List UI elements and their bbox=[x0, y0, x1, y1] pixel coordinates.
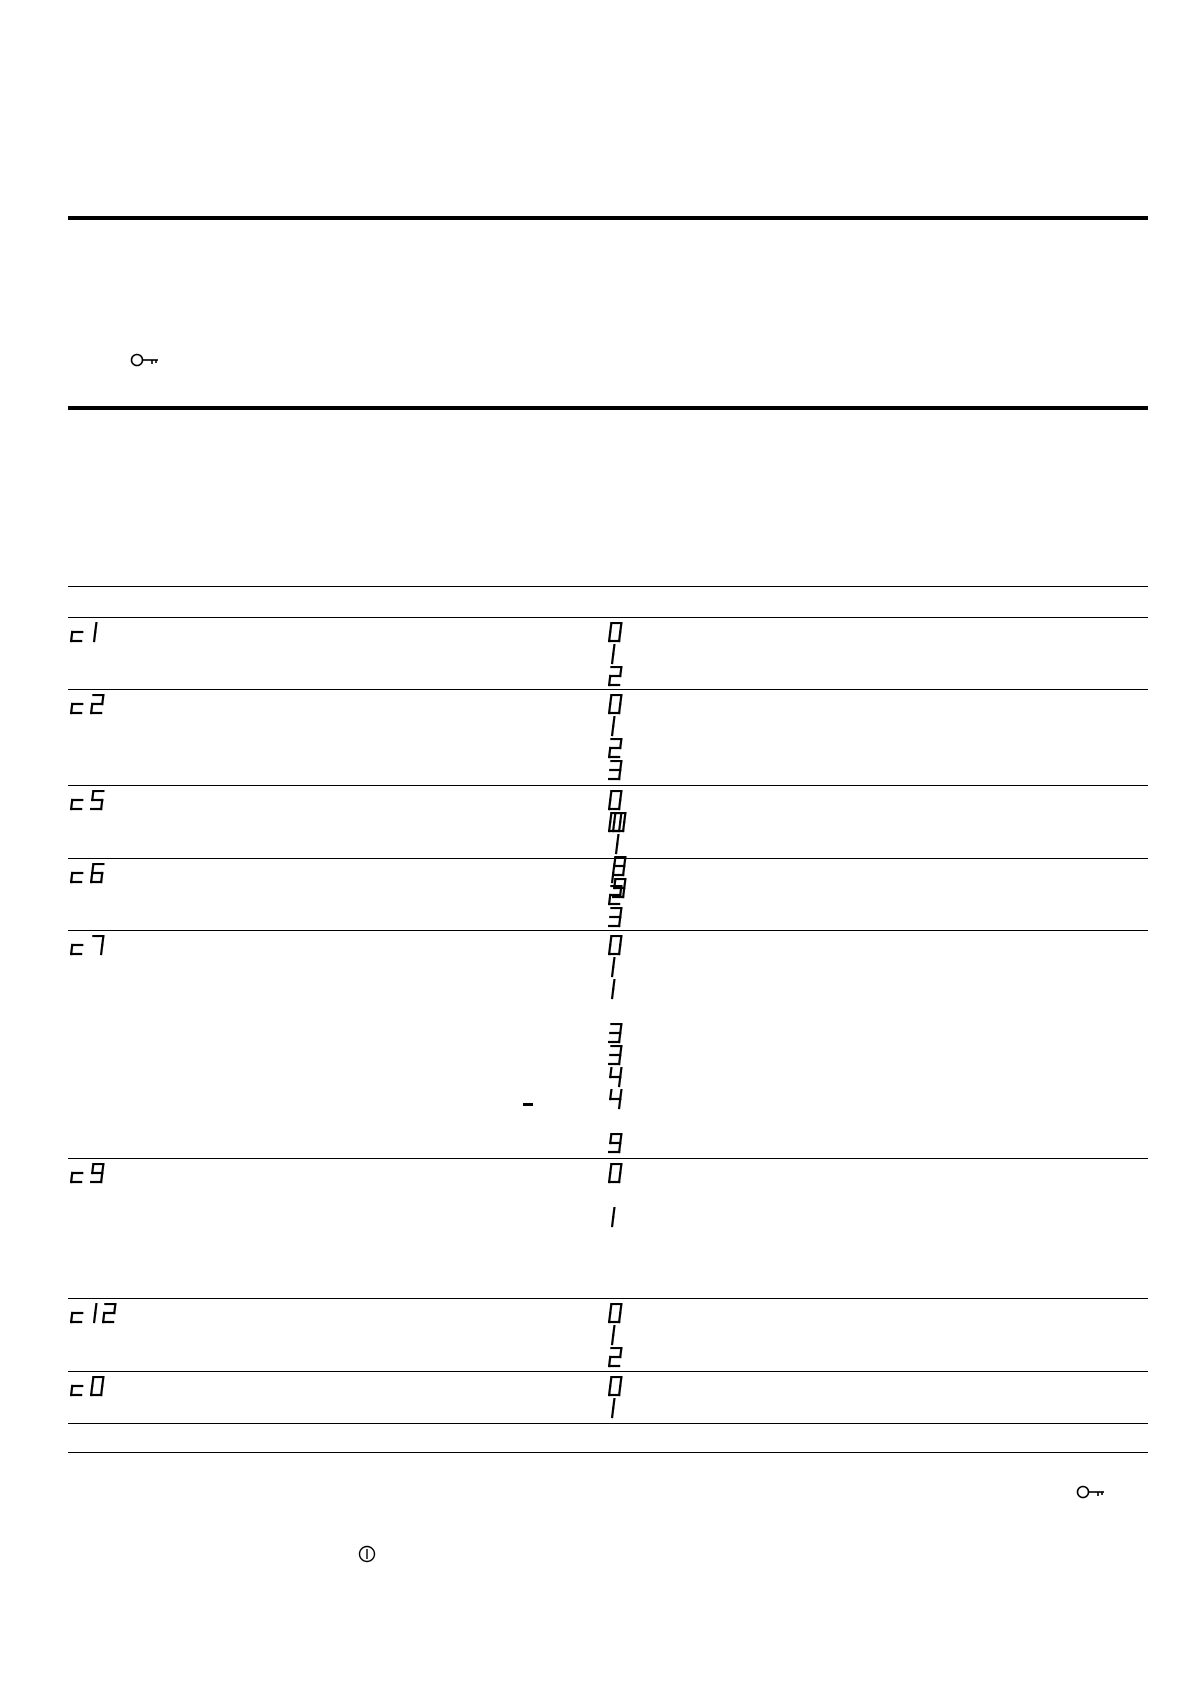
setting-value bbox=[608, 1089, 624, 1113]
table-row bbox=[68, 690, 1148, 786]
setting-value-char bbox=[608, 1347, 624, 1369]
setting-value bbox=[608, 666, 624, 690]
setting-code bbox=[70, 1163, 106, 1187]
setting-value-char bbox=[608, 622, 624, 644]
setting-value bbox=[608, 935, 624, 959]
setting-value-char bbox=[608, 738, 624, 760]
setting-value bbox=[608, 907, 624, 931]
setting-code-char bbox=[70, 863, 86, 885]
setting-code-char bbox=[70, 935, 86, 957]
setting-value-char bbox=[608, 957, 616, 979]
setting-value-char bbox=[608, 1398, 616, 1420]
setting-value bbox=[608, 1133, 624, 1157]
key-icon bbox=[1076, 1484, 1106, 1505]
table-header bbox=[68, 586, 1148, 618]
setting-value-char bbox=[608, 1325, 616, 1347]
settings-table bbox=[68, 586, 1148, 1453]
setting-value-char bbox=[612, 834, 620, 856]
setting-value bbox=[608, 622, 624, 646]
setting-value bbox=[608, 1303, 624, 1327]
setting-value-char bbox=[608, 1067, 624, 1089]
table-row bbox=[68, 786, 1148, 859]
setting-code-char bbox=[90, 935, 106, 957]
setting-value-char bbox=[608, 979, 616, 1001]
setting-code-char bbox=[70, 1376, 86, 1398]
table-row bbox=[68, 1299, 1148, 1372]
setting-value bbox=[608, 694, 624, 718]
setting-value bbox=[608, 1398, 616, 1422]
setting-code-char bbox=[90, 1376, 106, 1398]
setting-code bbox=[70, 935, 106, 959]
setting-code-char bbox=[90, 622, 98, 644]
setting-value bbox=[608, 1207, 616, 1231]
setting-value-char bbox=[608, 935, 624, 957]
setting-code-char bbox=[70, 1163, 86, 1185]
setting-value-char bbox=[608, 1023, 624, 1045]
setting-value bbox=[608, 790, 628, 814]
setting-code bbox=[70, 622, 98, 646]
setting-value bbox=[608, 885, 624, 909]
setting-code-char bbox=[90, 1303, 98, 1325]
setting-value bbox=[608, 863, 616, 887]
setting-value-char bbox=[608, 666, 624, 688]
table-row bbox=[68, 618, 1148, 690]
setting-value-char bbox=[608, 1045, 624, 1067]
table-row bbox=[68, 931, 1148, 1159]
setting-value bbox=[608, 1045, 624, 1069]
setting-value-char bbox=[608, 760, 624, 782]
setting-value bbox=[608, 812, 628, 836]
setting-value-char bbox=[608, 1133, 624, 1155]
setting-value-char bbox=[608, 1303, 624, 1325]
setting-code-char bbox=[70, 1303, 86, 1325]
top-rule bbox=[68, 216, 1148, 220]
section-rule bbox=[68, 406, 1148, 410]
setting-value bbox=[608, 760, 624, 784]
setting-code-char bbox=[90, 694, 106, 716]
setting-value-char bbox=[608, 1207, 616, 1229]
setting-code bbox=[70, 1303, 118, 1327]
setting-code-char bbox=[102, 1303, 118, 1325]
setting-code-char bbox=[90, 1163, 106, 1185]
table-row bbox=[68, 1159, 1148, 1299]
setting-value bbox=[608, 1376, 624, 1400]
table-row bbox=[68, 1372, 1148, 1424]
power-icon bbox=[358, 1545, 376, 1568]
setting-value-char bbox=[608, 812, 624, 834]
setting-value-char bbox=[608, 1376, 624, 1398]
setting-value bbox=[608, 716, 616, 740]
setting-code-char bbox=[70, 790, 86, 812]
setting-value-char bbox=[608, 1089, 624, 1111]
setting-code-char bbox=[70, 622, 86, 644]
setting-value bbox=[608, 1325, 616, 1349]
setting-value-char bbox=[608, 644, 616, 666]
setting-value-char bbox=[608, 790, 624, 812]
setting-code bbox=[70, 863, 106, 887]
setting-value-char bbox=[608, 1163, 624, 1185]
setting-value-char bbox=[608, 716, 616, 738]
table-footer bbox=[68, 1424, 1148, 1453]
setting-value-char bbox=[608, 885, 624, 907]
setting-value-char bbox=[608, 863, 616, 885]
setting-code-char bbox=[70, 694, 86, 716]
setting-code bbox=[70, 1376, 106, 1400]
setting-code bbox=[70, 790, 106, 814]
setting-code-char bbox=[90, 790, 106, 812]
setting-value bbox=[608, 1163, 624, 1187]
setting-value bbox=[608, 1023, 624, 1047]
setting-value bbox=[608, 979, 616, 1003]
table-row bbox=[68, 859, 1148, 931]
setting-code bbox=[70, 694, 106, 718]
extra-mark bbox=[523, 1103, 533, 1106]
key-icon bbox=[130, 352, 160, 373]
setting-value-char bbox=[608, 694, 624, 716]
setting-value bbox=[608, 738, 624, 762]
setting-code-char bbox=[90, 863, 106, 885]
setting-value bbox=[608, 1067, 624, 1091]
setting-value bbox=[608, 1347, 624, 1371]
setting-value-char bbox=[608, 907, 624, 929]
setting-value bbox=[608, 644, 616, 668]
setting-value bbox=[608, 957, 616, 981]
